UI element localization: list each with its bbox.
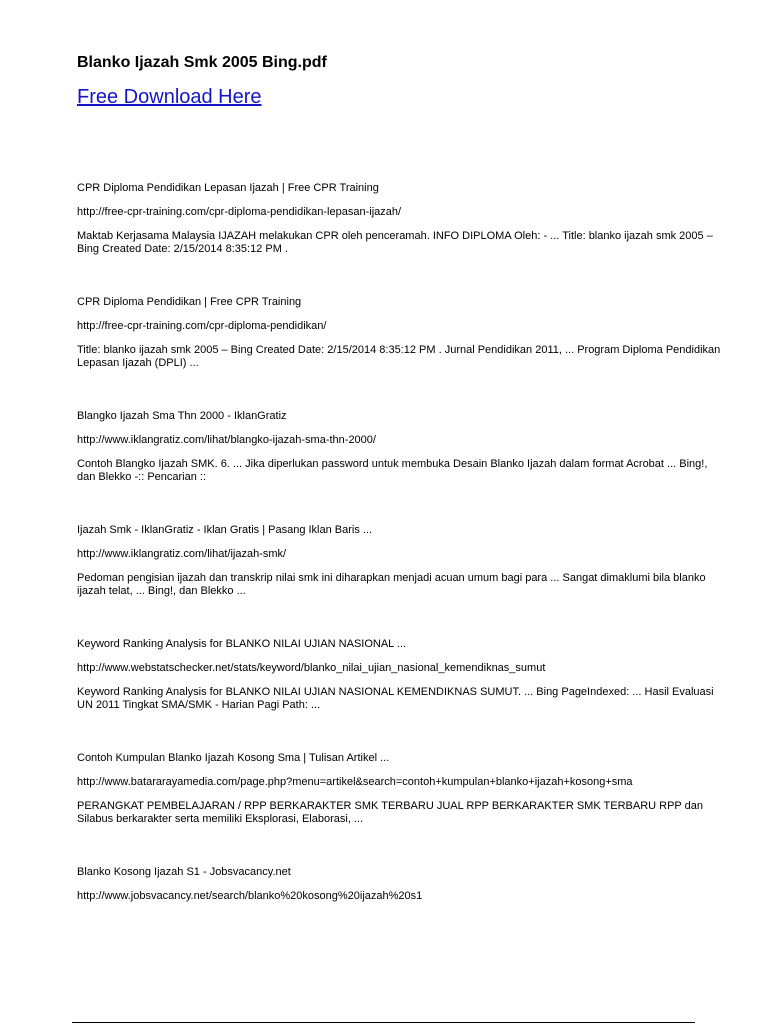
result-title: Keyword Ranking Analysis for BLANKO NILAI UJIAN NASIONAL ... bbox=[77, 638, 407, 650]
result-snippet: PERANGKAT PEMBELAJARAN / RPP BERKARAKTER SMK TERBARU JUAL RPP BERKARAKTER SMK TERBARU RPP dan Silabus berkarakter serta memiliki Eksplorasi, Elaborasi, ... bbox=[77, 800, 703, 825]
footer-divider bbox=[72, 1022, 695, 1023]
result-title: Contoh Kumpulan Blanko Ijazah Kosong Sma | Tulisan Artikel ... bbox=[77, 752, 390, 764]
result-url[interactable]: http://free-cpr-training.com/cpr-diploma-pendidikan-lepasan-ijazah/ bbox=[77, 206, 402, 218]
results-list bbox=[77, 182, 727, 903]
result-url[interactable]: http://free-cpr-training.com/cpr-diploma-pendidikan/ bbox=[77, 320, 327, 332]
result-snippet: Pedoman pengisian ijazah dan transkrip nilai smk ini diharapkan menjadi acuan umum bagi para ... Sangat dimaklumi bila blanko ijazah telat, ... Bing!, dan Blekko ... bbox=[77, 572, 706, 597]
result-title: CPR Diploma Pendidikan Lepasan Ijazah | Free CPR Training bbox=[77, 182, 379, 194]
result-title: Ijazah Smk - IklanGratiz - Iklan Gratis | Pasang Iklan Baris ... bbox=[77, 524, 373, 536]
result-snippet: Contoh Blangko Ijazah SMK. 6. ... Jika diperlukan password untuk membuka Desain Blanko Ijazah dalam format Acrobat ... Bing!, dan Blekko -:: Pencarian :: bbox=[77, 458, 708, 483]
result-url[interactable]: http://www.iklangratiz.com/lihat/ijazah-smk/ bbox=[77, 548, 287, 560]
document-title: Blanko Ijazah Smk 2005 Bing.pdf bbox=[77, 54, 327, 71]
result-item bbox=[77, 524, 727, 598]
result-snippet: Keyword Ranking Analysis for BLANKO NILAI UJIAN NASIONAL KEMENDIKNAS SUMUT. ... Bing PageIndexed: ... Hasil Evaluasi UN 2011 Tingkat SMA/SMK - Harian Pagi Path: ... bbox=[77, 686, 714, 711]
result-url[interactable]: http://www.webstatschecker.net/stats/keyword/blanko_nilai_ujian_nasional_kemendiknas_sumut bbox=[77, 662, 546, 674]
result-snippet: Maktab Kerjasama Malaysia IJAZAH melakukan CPR oleh penceramah. INFO DIPLOMA Oleh: - ... Title: blanko ijazah smk 2005 – Bing Created Date: 2/15/2014 8:35:12 PM . bbox=[77, 230, 713, 255]
result-title: Blanko Kosong Ijazah S1 - Jobsvacancy.net bbox=[77, 866, 291, 878]
result-item bbox=[77, 182, 727, 256]
result-url[interactable]: http://www.batararayamedia.com/page.php?menu=artikel&search=contoh+kumpulan+blanko+ijazah+kosong+sma bbox=[77, 776, 633, 788]
result-item bbox=[77, 752, 727, 826]
result-snippet: Title: blanko ijazah smk 2005 – Bing Created Date: 2/15/2014 8:35:12 PM . Jurnal Pendidikan 2011, ... Program Diploma Pendidikan Lepasan Ijazah (DPLI) ... bbox=[77, 344, 721, 369]
result-item bbox=[77, 296, 727, 370]
free-download-link[interactable]: Free Download Here bbox=[77, 86, 262, 108]
result-item bbox=[77, 410, 727, 484]
result-url[interactable]: http://www.jobsvacancy.net/search/blanko%20kosong%20ijazah%20s1 bbox=[77, 890, 423, 902]
document-page bbox=[77, 54, 727, 943]
result-title: Blangko Ijazah Sma Thn 2000 - IklanGratiz bbox=[77, 410, 287, 422]
result-url[interactable]: http://www.iklangratiz.com/lihat/blangko-ijazah-sma-thn-2000/ bbox=[77, 434, 376, 446]
result-title: CPR Diploma Pendidikan | Free CPR Training bbox=[77, 296, 302, 308]
result-item bbox=[77, 866, 727, 903]
result-item bbox=[77, 638, 727, 712]
